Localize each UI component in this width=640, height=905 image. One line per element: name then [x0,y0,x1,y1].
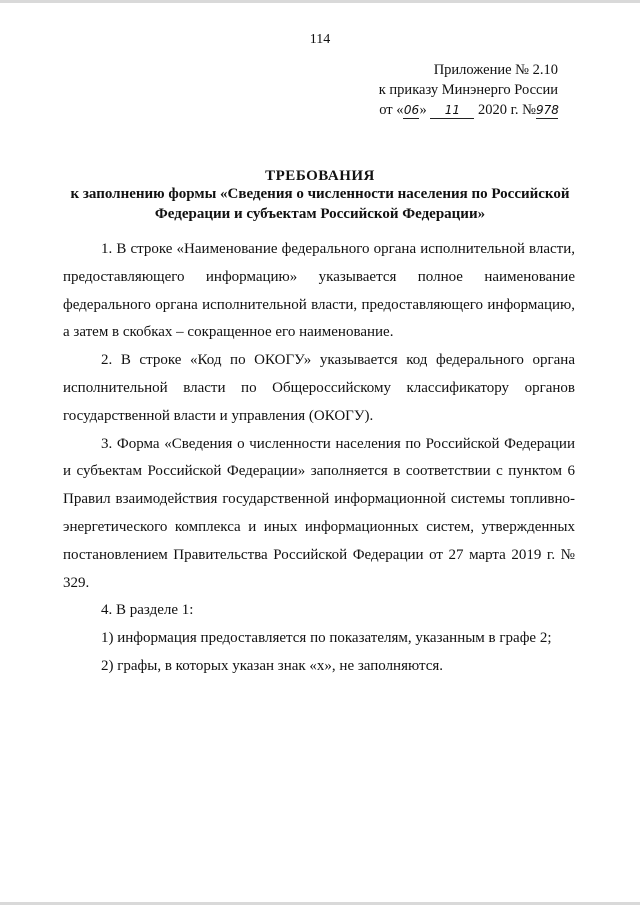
document-body [63,236,575,681]
appendix-order: к приказу Минэнерго России [378,82,558,98]
paragraph-4-item-1: 1) информация предоставляется по показателям, указанным в графе 2; [101,630,552,647]
appendix-date-line [358,100,558,120]
appendix-title: Приложение № 2.10 [433,62,558,78]
paragraph-4-item-2: 2) графы, в которых указан знак «х», не заполняются. [101,657,444,674]
paragraph-4: 4. В разделе 1: [101,602,194,619]
handwritten-month: 11 [430,103,474,119]
handwritten-day: 06 [403,103,420,117]
scan-edge-top [0,0,640,3]
document-subtitle: к заполнению формы «Сведения о численности населения по Российской Федерации и субъектам Российской Федерации» [70,186,570,222]
handwritten-order-number: 978 [536,103,559,117]
date-prefix: от « [379,102,404,118]
date-year: 2020 г. № [474,102,536,118]
paragraph-3: 3. Форма «Сведения о численности населения по Российской Федерации и субъектам Российской Федерации» заполняется в соответствии с пунктом 6 Правил взаимодействия государственной информационной системы топливно-энергетического комплекса и иных информационных систем, утвержденных постановлением Правительства Российской Федерации от 27 марта 2019 г. № 329. [63,435,575,591]
paragraph-1: 1. В строке «Наименование федерального органа исполнительной власти, предоставляющего информацию» указывается полное наименование федерального органа исполнительной власти, предоставляющего информацию, а затем в скобках – сокращенное его наименование. [63,241,575,341]
paragraph-2: 2. В строке «Код по ОКОГУ» указывается код федерального органа исполнительной власти по Общероссийскому классификатору органов государственной власти и управления (ОКОГУ). [63,352,575,424]
document-title: ТРЕБОВАНИЯ [265,168,375,184]
date-mid: » [419,102,431,118]
page-number: 114 [309,32,331,47]
appendix-block [358,60,558,120]
